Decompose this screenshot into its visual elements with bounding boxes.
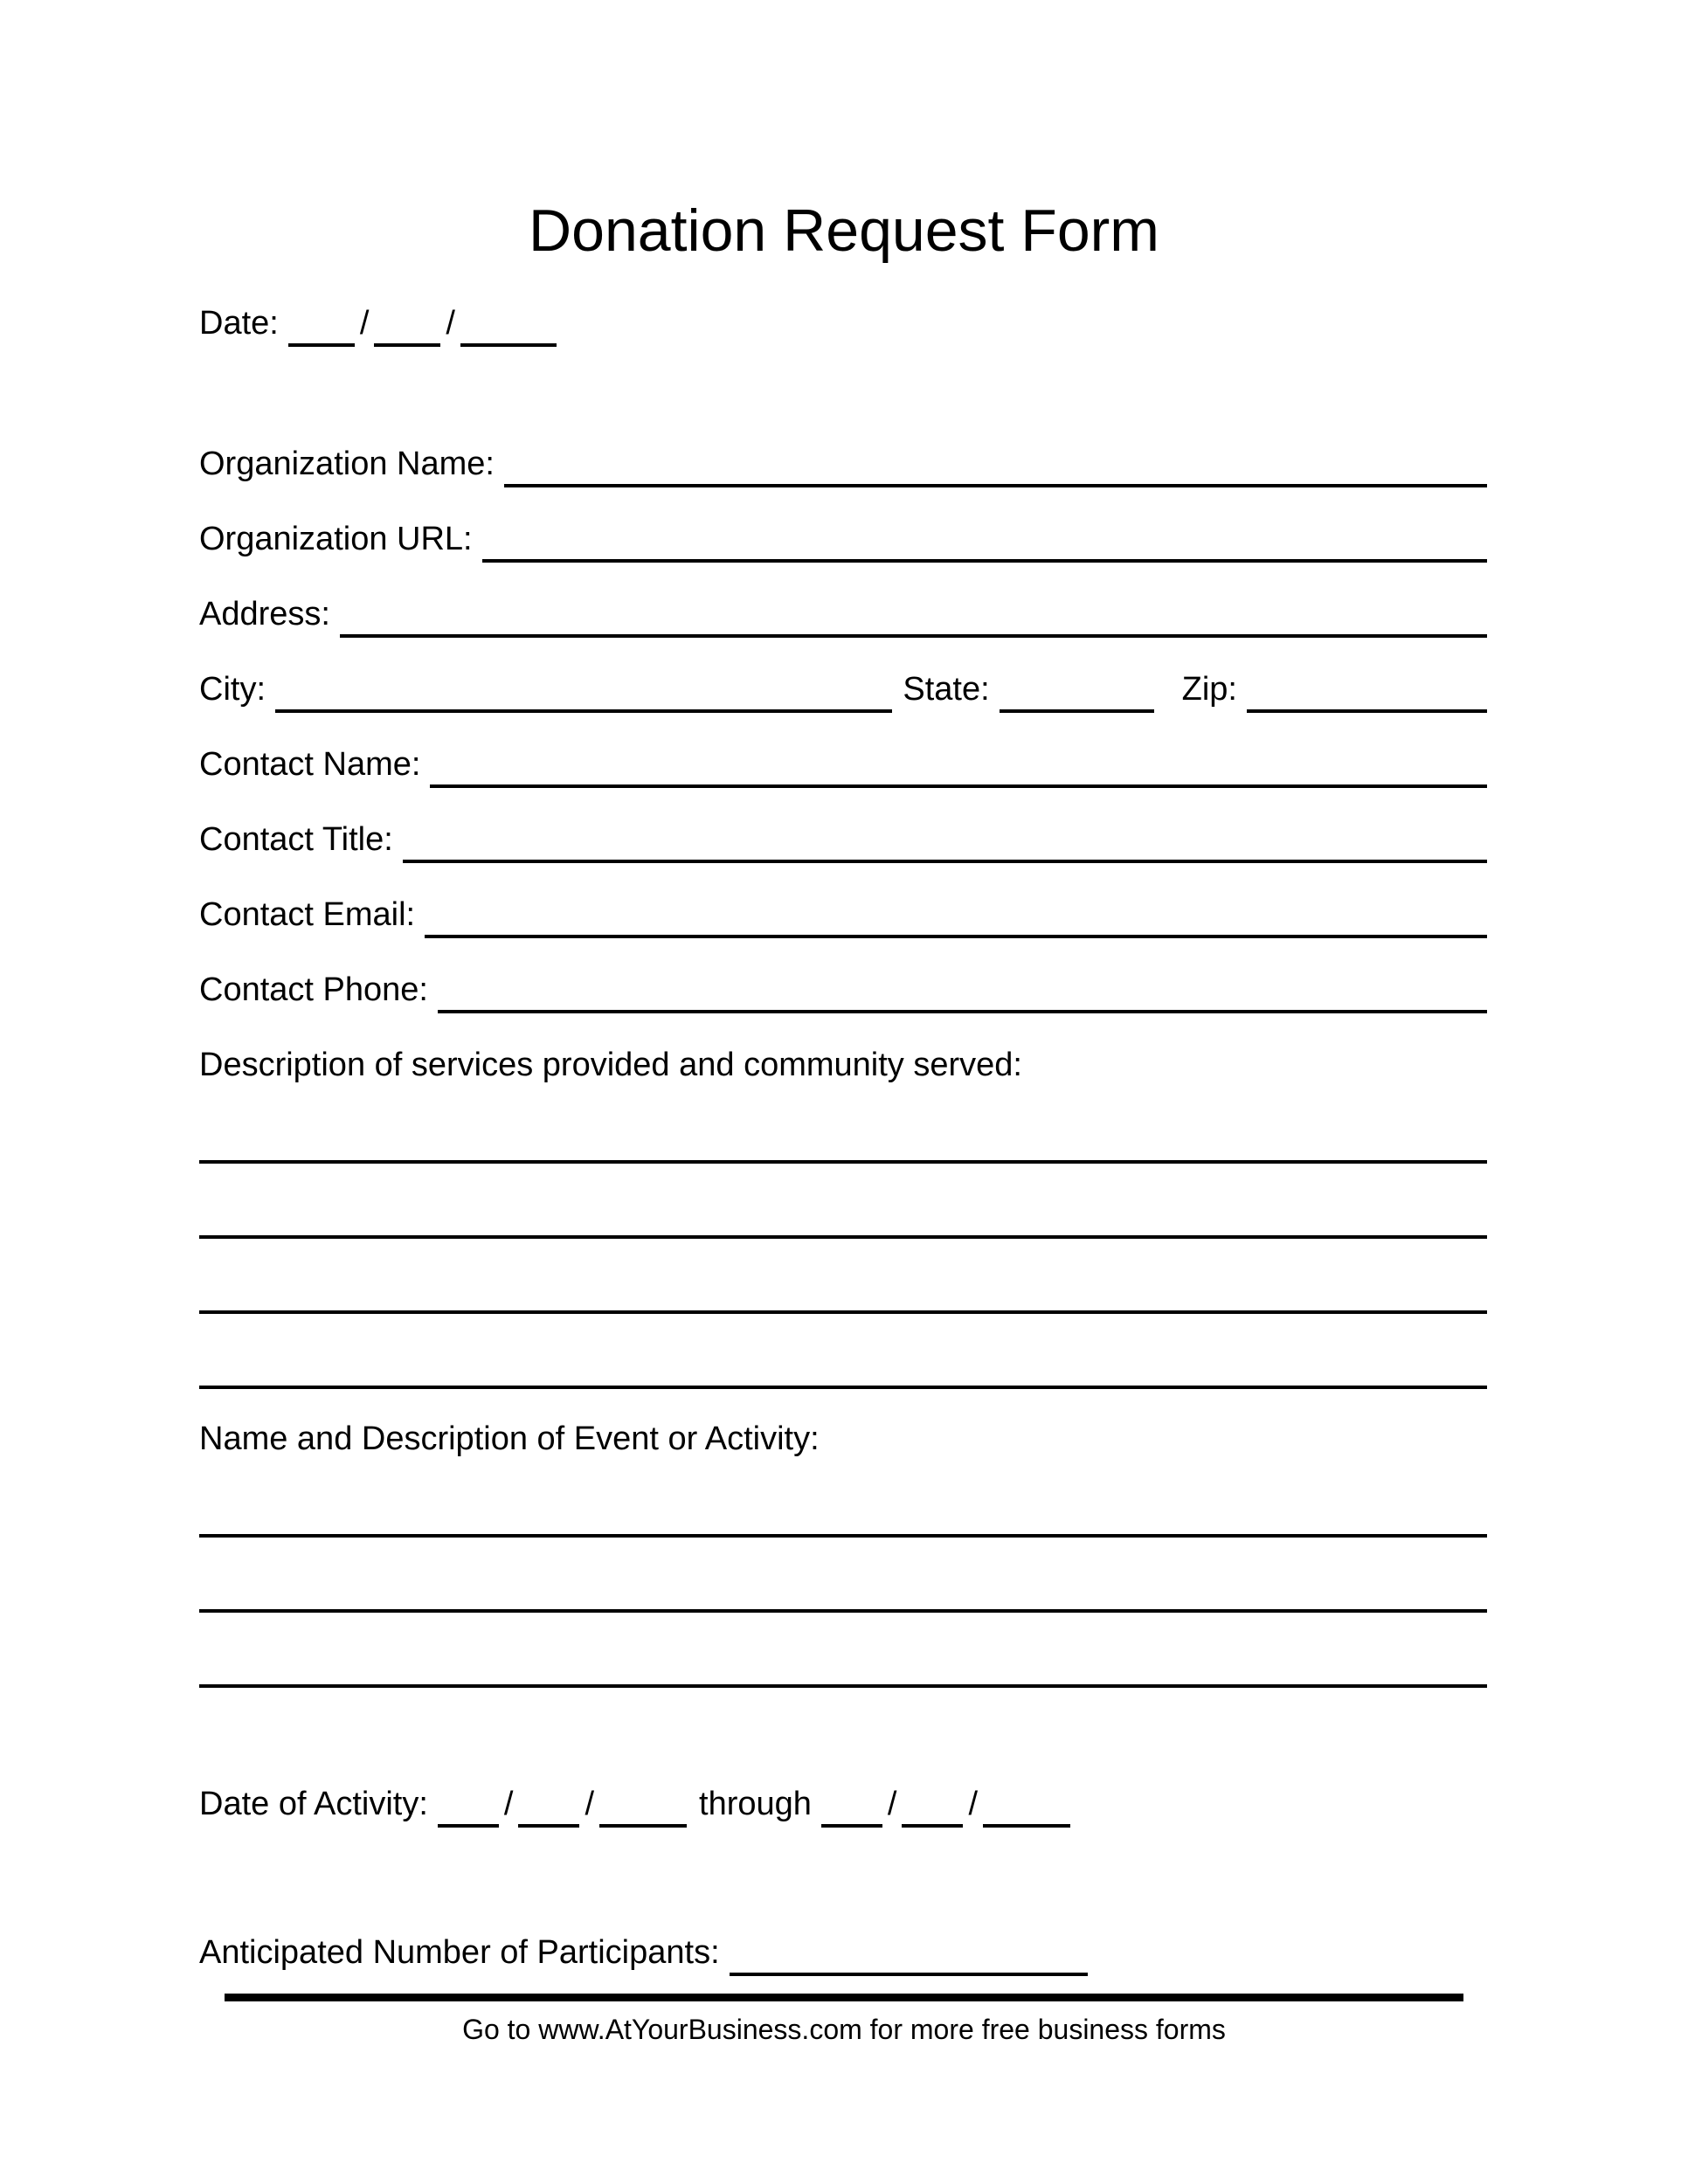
footer-divider xyxy=(225,1994,1463,2001)
contact-title-input[interactable] xyxy=(403,837,1487,863)
organization-url-row xyxy=(199,487,1487,563)
services-description-input-line-3[interactable] xyxy=(199,1288,1487,1314)
spacer xyxy=(199,347,1487,412)
contact-phone-input[interactable] xyxy=(438,987,1487,1013)
organization-name-label: Organization Name: xyxy=(199,446,495,483)
event-description-input-line-2[interactable] xyxy=(199,1586,1487,1613)
date-day-input[interactable] xyxy=(374,321,440,347)
contact-title-row xyxy=(199,788,1487,863)
event-description-line-row xyxy=(199,1613,1487,1688)
city-label: City: xyxy=(199,671,266,708)
services-description-line-row xyxy=(199,1089,1487,1164)
organization-url-label: Organization URL: xyxy=(199,521,473,558)
city-state-zip-row xyxy=(199,638,1487,713)
date-field-row xyxy=(199,265,1487,347)
event-description-label-row xyxy=(199,1389,1487,1462)
date-label: Date: xyxy=(199,305,279,342)
date-separator: / xyxy=(585,1786,595,1823)
event-description-input-line-3[interactable] xyxy=(199,1662,1487,1688)
activity-end-month-input[interactable] xyxy=(821,1801,882,1828)
contact-name-input[interactable] xyxy=(430,762,1487,788)
date-of-activity-row xyxy=(199,1751,1487,1828)
date-separator: / xyxy=(887,1786,897,1823)
state-input[interactable] xyxy=(1000,687,1154,713)
activity-end-day-input[interactable] xyxy=(902,1801,963,1828)
date-separator: / xyxy=(968,1786,979,1823)
city-input[interactable] xyxy=(275,687,892,713)
date-separator: / xyxy=(503,1786,514,1823)
page-title: Donation Request Form xyxy=(529,197,1159,264)
services-description-line-row xyxy=(199,1314,1487,1389)
date-year-input[interactable] xyxy=(460,321,557,347)
date-month-input[interactable] xyxy=(288,321,355,347)
organization-url-input[interactable] xyxy=(482,536,1487,563)
through-label: through xyxy=(699,1786,812,1823)
services-description-line-row xyxy=(199,1239,1487,1314)
activity-end-year-input[interactable] xyxy=(983,1801,1070,1828)
contact-email-input[interactable] xyxy=(425,912,1487,938)
address-row xyxy=(199,563,1487,638)
address-input[interactable] xyxy=(340,612,1487,638)
contact-name-label: Contact Name: xyxy=(199,746,421,784)
zip-label: Zip: xyxy=(1181,671,1237,708)
spacer xyxy=(199,1688,1487,1751)
event-description-line-row xyxy=(199,1462,1487,1538)
participants-row xyxy=(199,1897,1487,1976)
event-description-label: Name and Description of Event or Activity: xyxy=(199,1420,820,1458)
services-description-label: Description of services provided and community served: xyxy=(199,1047,1022,1084)
state-label: State: xyxy=(903,671,990,708)
participants-label: Anticipated Number of Participants: xyxy=(199,1934,720,1972)
contact-email-label: Contact Email: xyxy=(199,896,416,934)
date-of-activity-label: Date of Activity: xyxy=(199,1786,428,1823)
date-separator: / xyxy=(359,305,370,342)
services-description-line-row xyxy=(199,1164,1487,1239)
services-description-input-line-2[interactable] xyxy=(199,1213,1487,1239)
activity-start-year-input[interactable] xyxy=(599,1801,687,1828)
activity-start-month-input[interactable] xyxy=(438,1801,499,1828)
participants-input[interactable] xyxy=(730,1950,1088,1976)
services-description-label-row xyxy=(199,1013,1487,1089)
event-description-input-line-1[interactable] xyxy=(199,1511,1487,1538)
organization-name-row xyxy=(199,412,1487,487)
zip-input[interactable] xyxy=(1247,687,1487,713)
organization-name-input[interactable] xyxy=(504,461,1487,487)
contact-title-label: Contact Title: xyxy=(199,821,393,859)
address-label: Address: xyxy=(199,596,330,633)
services-description-input-line-1[interactable] xyxy=(199,1137,1487,1164)
contact-name-row xyxy=(199,713,1487,788)
services-description-input-line-4[interactable] xyxy=(199,1363,1487,1389)
date-separator: / xyxy=(446,305,455,342)
footer-text: Go to www.AtYourBusiness.com for more free business forms xyxy=(462,2014,1226,2045)
contact-phone-label: Contact Phone: xyxy=(199,971,428,1009)
event-description-line-row xyxy=(199,1538,1487,1613)
activity-start-day-input[interactable] xyxy=(518,1801,579,1828)
contact-phone-row xyxy=(199,938,1487,1013)
spacer xyxy=(199,1828,1487,1897)
contact-email-row xyxy=(199,863,1487,938)
